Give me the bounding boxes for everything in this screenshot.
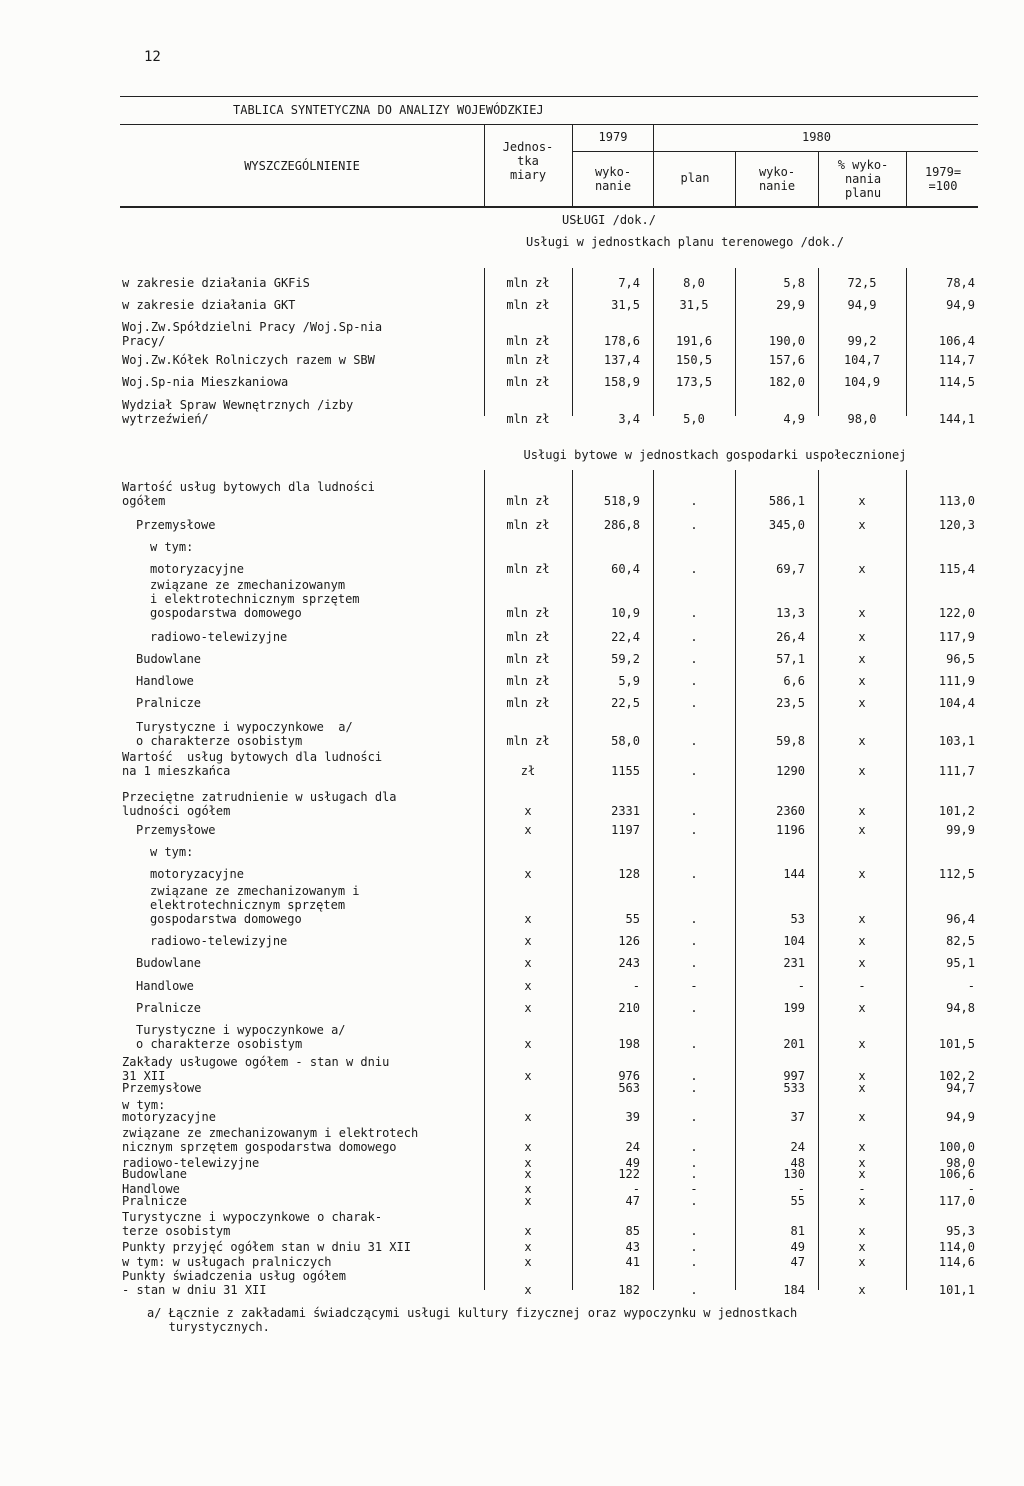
rows1-row-value-col2: 191,6: [675, 334, 713, 348]
rows2-row-label: związane ze zmechanizowanym i elektrotech nicznym sprzętem gospodarstwa domowego: [122, 1126, 419, 1154]
rows2-row-value-col5: 115,4: [938, 562, 975, 576]
hdr-sep-3: [653, 124, 654, 206]
rows2-row-unit: mln zł: [506, 630, 550, 644]
rows2-row-value-col4: x: [858, 1224, 866, 1238]
rule-top: [120, 96, 978, 97]
rule-header-bottom: [120, 206, 978, 208]
rows2-row-unit: x: [524, 867, 532, 881]
rows2-row-value-col5: 112,5: [938, 867, 975, 881]
rows2-row-value-col3: 104: [783, 934, 805, 948]
rows1-row-value-col2: 31,5: [679, 298, 709, 312]
rows2-row-label: Handlowe: [122, 1182, 180, 1196]
rows2-row-value-col3: 199: [783, 1001, 805, 1015]
rows2-row-value-col3: 231: [783, 956, 805, 970]
rows2-row-label: Budowlane: [136, 652, 202, 666]
rows2-row-unit: x: [524, 804, 532, 818]
rows2-row-value-col3: 6,6: [783, 674, 805, 688]
column-divider: [906, 470, 907, 1290]
rows2-row-label: Przemysłowe: [136, 823, 216, 837]
rows2-row-label: związane ze zmechanizowanym i elektrotechnicznym sprzętem gospodarstwa domowego: [150, 884, 360, 926]
rows2-row-value-col2: .: [690, 652, 698, 666]
rows2-row-value-col5: 117,0: [938, 1194, 975, 1208]
column-divider: [484, 268, 485, 416]
rows2-row-value-col1: 122: [618, 1167, 640, 1181]
rows2-row-value-col3: 81: [790, 1224, 805, 1238]
rows2-row-label: w tym:: [150, 845, 194, 859]
header-description: WYSZCZEGÓLNIENIE: [244, 159, 360, 173]
rows2-row-value-col3: 57,1: [776, 652, 805, 666]
rows2-row-value-col3: 48: [790, 1156, 805, 1170]
section1-subtitle: Usługi w jednostkach planu terenowego /dok./: [526, 235, 844, 249]
rows1-row-value-col5: 94,9: [946, 298, 975, 312]
rows2-row-value-col1: 24: [625, 1140, 640, 1154]
rows2-row-value-col3: -: [797, 1182, 805, 1196]
rows1-row-unit: mln zł: [506, 412, 550, 426]
rows2-row-value-col1: 49: [625, 1156, 640, 1170]
rows1-row-value-col3: 4,9: [783, 412, 805, 426]
rows2-row-value-col5: 100,0: [938, 1140, 975, 1154]
rows1-row-value-col3: 29,9: [776, 298, 805, 312]
rows2-row-value-col1: 58,0: [611, 734, 640, 748]
rows2-row-value-col2: -: [690, 1182, 698, 1196]
column-divider: [906, 268, 907, 416]
rows2-row-unit: mln zł: [506, 494, 550, 508]
rows1-row-value-col1: 3,4: [618, 412, 640, 426]
hdr-sep-4: [735, 151, 736, 206]
rows2-row-value-col5: 114,6: [938, 1255, 975, 1269]
rows2-row-unit: x: [524, 1001, 532, 1015]
rows2-row-value-col5: 114,0: [938, 1240, 975, 1254]
rows2-row-value-col1: 22,5: [611, 696, 640, 710]
hdr-sep-5: [818, 151, 819, 206]
rows2-row-value-col5: 102,2: [938, 1069, 975, 1083]
rows2-row-value-col2: .: [690, 1240, 698, 1254]
rows2-row-value-col3: 55: [790, 1194, 805, 1208]
rows1-row-value-col3: 5,8: [783, 276, 805, 290]
rows2-row-unit: x: [524, 1037, 532, 1051]
rows2-row-label: Zakłady usługowe ogółem - stan w dniu 31 XII: [122, 1055, 390, 1083]
rows2-row-unit: x: [524, 956, 532, 970]
rows2-row-value-col1: 43: [625, 1240, 640, 1254]
header-unit: Jednos- tka miary: [502, 140, 554, 182]
rows1-row-value-col1: 137,4: [603, 353, 640, 367]
hdr-sep-6: [906, 151, 907, 206]
column-divider: [653, 470, 654, 1290]
rows2-row-value-col4: x: [858, 652, 866, 666]
rows2-row-value-col5: 111,9: [938, 674, 975, 688]
rows2-row-value-col1: 60,4: [611, 562, 640, 576]
rows2-row-value-col4: x: [858, 696, 866, 710]
rows2-row-value-col4: x: [858, 1255, 866, 1269]
rows2-row-label: motoryzacyjne: [150, 867, 244, 881]
rows2-row-value-col4: x: [858, 912, 866, 926]
rows1-row-label: w zakresie działania GKT: [122, 298, 296, 312]
rows2-row-value-col3: 53: [790, 912, 805, 926]
rows2-row-value-col1: 518,9: [603, 494, 640, 508]
rows2-row-value-col1: -: [632, 1182, 640, 1196]
rows2-row-value-col5: 104,4: [938, 696, 975, 710]
rows2-row-unit: x: [524, 912, 532, 926]
rows1-row-value-col5: 144,1: [938, 412, 975, 426]
rows2-row-value-col4: x: [858, 1140, 866, 1154]
footnote: a/ Łącznie z zakładami świadczącymi usługi kultury fizycznej oraz wypoczynku w jednostkach turystycznych.: [147, 1306, 798, 1334]
rows1-row-unit: mln zł: [506, 353, 550, 367]
rows2-row-label: Pralnicze: [136, 1001, 202, 1015]
page-number: 12: [144, 49, 161, 65]
rows1-row-value-col4: 99,2: [847, 334, 877, 348]
header-year-1979: 1979: [598, 130, 628, 144]
rows1-row-value-col2: 5,0: [683, 412, 705, 426]
rows2-row-value-col4: x: [858, 823, 866, 837]
rows2-row-value-col3: 345,0: [768, 518, 805, 532]
rows2-row-value-col5: 106,6: [938, 1167, 975, 1181]
rows1-row-unit: mln zł: [506, 298, 550, 312]
column-divider: [572, 268, 573, 416]
rows1-row-value-col4: 98,0: [847, 412, 877, 426]
rows1-row-unit: mln zł: [506, 375, 550, 389]
column-divider: [653, 268, 654, 416]
rule-years: [572, 151, 978, 152]
rows2-row-unit: x: [524, 1156, 532, 1170]
rows2-row-value-col3: 997: [783, 1069, 805, 1083]
rows2-row-unit: mln zł: [506, 734, 550, 748]
rows2-row-value-col3: 586,1: [768, 494, 805, 508]
rows2-row-value-col5: 117,9: [938, 630, 975, 644]
header-year-1980: 1980: [802, 130, 831, 144]
rows2-row-value-col5: 99,9: [946, 823, 975, 837]
rows1-row-label: w zakresie działania GKFiS: [122, 276, 310, 290]
rows2-row-value-col2: .: [690, 764, 698, 778]
rows2-row-value-col3: 184: [783, 1283, 805, 1297]
rows2-row-value-col2: .: [690, 494, 698, 508]
rows2-row-label: Pralnicze: [136, 696, 202, 710]
rows1-row-value-col2: 173,5: [675, 375, 713, 389]
rows2-row-unit: x: [524, 979, 532, 993]
rows2-row-value-col1: 41: [625, 1255, 640, 1269]
rows2-row-value-col3: 1196: [776, 823, 805, 837]
rows2-row-value-col2: .: [690, 518, 698, 532]
rows2-row-label: Punkty przyjęć ogółem stan w dniu 31 XII: [122, 1240, 411, 1254]
rows2-row-value-col1: 128: [618, 867, 640, 881]
rows2-row-value-col4: x: [858, 1110, 866, 1124]
rows2-row-value-col4: x: [858, 734, 866, 748]
rows1-row-value-col3: 190,0: [768, 334, 805, 348]
rows2-row-unit: x: [524, 934, 532, 948]
rows2-row-unit: x: [524, 1069, 532, 1083]
rows2-row-unit: zł: [520, 764, 536, 778]
rows2-row-value-col3: -: [797, 979, 805, 993]
rows2-row-value-col5: 95,1: [946, 956, 975, 970]
rows2-row-unit: x: [524, 1240, 532, 1254]
rows1-row-value-col1: 178,6: [603, 334, 640, 348]
section1-title: USŁUGI /dok./: [562, 213, 656, 227]
rows2-row-value-col5: 95,3: [946, 1224, 975, 1238]
rows2-row-label: Wartość usług bytowych dla ludności ogółem: [122, 480, 375, 508]
rows2-row-value-col2: .: [690, 1194, 698, 1208]
rows2-row-label: motoryzacyjne: [150, 562, 244, 576]
rows2-row-value-col2: .: [690, 867, 698, 881]
rows2-row-value-col4: x: [858, 1037, 866, 1051]
rows1-row-value-col4: 104,7: [843, 353, 881, 367]
rows2-row-label: Handlowe: [136, 674, 194, 688]
rows2-row-value-col1: 976: [618, 1069, 640, 1083]
rows2-row-value-col5: 96,4: [946, 912, 975, 926]
rows2-row-unit: x: [524, 1255, 532, 1269]
rows2-row-value-col2: .: [690, 1140, 698, 1154]
rows2-row-label: Pralnicze: [122, 1194, 188, 1208]
rows2-row-value-col5: 94,8: [946, 1001, 975, 1015]
rows2-row-value-col1: 39: [625, 1110, 640, 1124]
rows1-row-value-col3: 157,6: [768, 353, 805, 367]
rows2-row-value-col1: 22,4: [611, 630, 640, 644]
rows2-row-value-col5: 101,2: [938, 804, 975, 818]
rows2-row-value-col2: .: [690, 1081, 698, 1095]
rows2-row-value-col1: 286,8: [603, 518, 640, 532]
rows2-row-unit: x: [524, 1283, 532, 1297]
rows2-row-value-col1: 59,2: [611, 652, 640, 666]
header-col-exec-1979: wyko- nanie: [594, 165, 632, 193]
column-divider: [818, 268, 819, 416]
rows2-row-unit: mln zł: [506, 652, 550, 666]
rows2-row-value-col2: .: [690, 1001, 698, 1015]
rows2-row-value-col2: .: [690, 1283, 698, 1297]
rows2-row-value-col4: x: [858, 956, 866, 970]
rows2-row-value-col5: 122,0: [938, 606, 975, 620]
rows2-row-value-col3: 47: [790, 1255, 805, 1269]
rows2-row-value-col5: -: [967, 1182, 975, 1196]
rows2-row-label: w tym: w usługach pralniczych: [122, 1255, 332, 1269]
rows2-row-unit: x: [524, 1194, 532, 1208]
rows2-row-unit: mln zł: [506, 562, 550, 576]
rows2-row-value-col3: 1290: [776, 764, 805, 778]
rows2-row-value-col2: .: [690, 562, 698, 576]
rows2-row-value-col2: .: [690, 674, 698, 688]
rows2-row-label: w tym:: [122, 1098, 166, 1112]
rows2-row-value-col5: 96,5: [946, 652, 975, 666]
rows2-row-label: Budowlane: [122, 1167, 188, 1181]
rows1-row-value-col4: 94,9: [847, 298, 877, 312]
rows2-row-value-col3: 26,4: [776, 630, 805, 644]
rows2-row-value-col2: .: [690, 630, 698, 644]
rows2-row-label: Handlowe: [136, 979, 194, 993]
rows2-row-unit: x: [524, 1224, 532, 1238]
rows2-row-value-col5: 101,5: [938, 1037, 975, 1051]
rows2-row-label: Przemysłowe: [122, 1081, 202, 1095]
rows2-row-value-col4: x: [858, 804, 866, 818]
rows1-row-label: Woj.Sp-nia Mieszkaniowa: [122, 375, 289, 389]
hdr-sep-2: [572, 124, 573, 206]
rows2-row-label: Turystyczne i wypoczynkowe o charak- terze osobistym: [122, 1210, 383, 1238]
rows2-row-value-col1: 210: [618, 1001, 640, 1015]
rows2-row-value-col4: x: [858, 630, 866, 644]
rows2-row-value-col1: 182: [618, 1283, 640, 1297]
rows2-row-value-col1: 2331: [611, 804, 640, 818]
rows2-row-unit: x: [524, 1167, 532, 1181]
rows2-row-value-col5: 113,0: [938, 494, 975, 508]
rows2-row-unit: mln zł: [506, 606, 550, 620]
rows2-row-value-col4: x: [858, 1081, 866, 1095]
section2-subtitle: Usługi bytowe w jednostkach gospodarki uspołecznionej: [523, 448, 907, 462]
rows1-row-value-col4: 104,9: [843, 375, 881, 389]
rows2-row-value-col1: 1197: [611, 823, 640, 837]
rows2-row-unit: x: [524, 1182, 532, 1196]
rows2-row-unit: mln zł: [506, 518, 550, 532]
rows2-row-value-col3: 49: [790, 1240, 805, 1254]
rows2-row-value-col2: .: [690, 1069, 698, 1083]
rows2-row-value-col4: x: [858, 1156, 866, 1170]
rows2-row-value-col5: 98,0: [946, 1156, 975, 1170]
rows1-row-value-col2: 8,0: [683, 276, 705, 290]
rows2-row-label: Turystyczne i wypoczynkowe a/ o charakterze osobistym: [136, 1023, 346, 1051]
rows2-row-value-col1: -: [632, 979, 640, 993]
column-divider: [818, 470, 819, 1290]
rows2-row-unit: mln zł: [506, 674, 550, 688]
rows2-row-value-col5: 94,9: [946, 1110, 975, 1124]
rows2-row-value-col4: x: [858, 1167, 866, 1181]
rows2-row-label: Punkty świadczenia usług ogółem - stan w dniu 31 XII: [122, 1269, 346, 1297]
rows2-row-value-col2: .: [690, 696, 698, 710]
header-col-exec-1980: wyko- nanie: [758, 165, 796, 193]
rows2-row-value-col3: 69,7: [776, 562, 805, 576]
rows2-row-value-col2: .: [690, 606, 698, 620]
rows1-row-value-col3: 182,0: [768, 375, 805, 389]
rows2-row-value-col1: 243: [618, 956, 640, 970]
rows1-row-unit: mln zł: [506, 276, 550, 290]
rows2-row-label: motoryzacyjne: [122, 1110, 216, 1124]
rows2-row-value-col1: 126: [618, 934, 640, 948]
rows2-row-label: w tym:: [150, 540, 194, 554]
rows2-row-value-col2: .: [690, 1224, 698, 1238]
rows2-row-value-col2: .: [690, 956, 698, 970]
rows2-row-value-col5: 111,7: [938, 764, 975, 778]
rows2-row-unit: x: [524, 823, 532, 837]
rows2-row-unit: x: [524, 1140, 532, 1154]
column-divider: [484, 470, 485, 1290]
header-col-pct-plan: % wyko- nania planu: [837, 158, 889, 200]
rows2-row-value-col4: x: [858, 674, 866, 688]
rows2-row-value-col4: x: [858, 518, 866, 532]
rows2-row-value-col5: 82,5: [946, 934, 975, 948]
rows1-row-value-col4: 72,5: [847, 276, 877, 290]
rows2-row-value-col4: x: [858, 494, 866, 508]
rows2-row-value-col5: 94,7: [946, 1081, 975, 1095]
rows2-row-value-col4: x: [858, 934, 866, 948]
rows2-row-value-col1: 47: [625, 1194, 640, 1208]
rows2-row-value-col1: 198: [618, 1037, 640, 1051]
rows2-row-value-col2: .: [690, 1110, 698, 1124]
rows2-row-label: Wartość usług bytowych dla ludności na 1 mieszkańca: [122, 750, 383, 778]
rows1-row-label: Woj.Zw.Spółdzielni Pracy /Woj.Sp-nia Pracy/: [122, 320, 383, 348]
rows2-row-value-col4: x: [858, 1194, 866, 1208]
rows2-row-value-col2: -: [690, 979, 698, 993]
rows2-row-value-col1: 563: [618, 1081, 640, 1095]
rows1-row-value-col5: 114,7: [938, 353, 975, 367]
rows2-row-value-col3: 59,8: [776, 734, 805, 748]
rows1-row-value-col2: 150,5: [675, 353, 713, 367]
rows1-row-unit: mln zł: [506, 334, 550, 348]
rows2-row-value-col3: 13,3: [776, 606, 805, 620]
rows2-row-value-col2: .: [690, 934, 698, 948]
rows1-row-value-col1: 31,5: [611, 298, 640, 312]
rows2-row-value-col4: -: [858, 1182, 866, 1196]
rows2-row-value-col4: -: [858, 979, 866, 993]
rows2-row-value-col2: .: [690, 912, 698, 926]
rows2-row-value-col4: x: [858, 867, 866, 881]
header-col-plan: plan: [680, 171, 710, 185]
rows1-row-label: Wydział Spraw Wewnętrznych /izby wytrzeźwień/: [122, 398, 354, 426]
rows2-row-value-col5: 103,1: [938, 734, 975, 748]
rows2-row-label: radiowo-telewizyjne: [122, 1156, 260, 1170]
rows2-row-value-col5: 101,1: [938, 1283, 975, 1297]
table-title: TABLICA SYNTETYCZNA DO ANALIZY WOJEWÓDZKIEJ: [233, 103, 544, 117]
rows2-row-value-col3: 201: [783, 1037, 805, 1051]
rows2-row-value-col4: x: [858, 1069, 866, 1083]
rows2-row-value-col3: 24: [790, 1140, 805, 1154]
rows1-row-value-col5: 106,4: [938, 334, 975, 348]
rows1-row-value-col5: 78,4: [946, 276, 975, 290]
column-divider: [572, 470, 573, 1290]
rows2-row-value-col4: x: [858, 1240, 866, 1254]
rows1-row-value-col1: 7,4: [618, 276, 640, 290]
rows2-row-value-col2: .: [690, 804, 698, 818]
rows2-row-label: Przeciętne zatrudnienie w usługach dla ludności ogółem: [122, 790, 397, 818]
rows2-row-label: radiowo-telewizyjne: [150, 630, 288, 644]
rows2-row-label: Turystyczne i wypoczynkowe a/ o charakterze osobistym: [136, 720, 353, 748]
rows2-row-value-col3: 2360: [776, 804, 805, 818]
rows2-row-label: związane ze zmechanizowanym i elektrotechnicznym sprzętem gospodarstwa domowego: [150, 578, 360, 620]
column-divider: [735, 268, 736, 416]
rows2-row-value-col5: -: [967, 979, 975, 993]
rows2-row-value-col4: x: [858, 1001, 866, 1015]
rows2-row-value-col2: .: [690, 1037, 698, 1051]
rule-header-top: [120, 124, 978, 125]
rows2-row-value-col2: .: [690, 823, 698, 837]
rows2-row-value-col1: 10,9: [611, 606, 640, 620]
rows2-row-unit: mln zł: [506, 696, 550, 710]
rows2-row-value-col3: 130: [783, 1167, 805, 1181]
rows2-row-value-col2: .: [690, 1167, 698, 1181]
rows2-row-value-col4: x: [858, 562, 866, 576]
rows2-row-value-col4: x: [858, 1283, 866, 1297]
rows1-row-label: Woj.Zw.Kółek Rolniczych razem w SBW: [122, 353, 375, 367]
rows2-row-value-col1: 55: [625, 912, 640, 926]
hdr-sep-1: [484, 124, 485, 206]
rows2-row-value-col5: 120,3: [938, 518, 975, 532]
column-divider: [735, 470, 736, 1290]
rows2-row-value-col2: .: [690, 1255, 698, 1269]
rows2-row-value-col3: 37: [790, 1110, 805, 1124]
rows2-row-label: Budowlane: [136, 956, 202, 970]
rows2-row-label: radiowo-telewizyjne: [150, 934, 288, 948]
rows2-row-value-col3: 533: [783, 1081, 805, 1095]
rows2-row-value-col2: .: [690, 734, 698, 748]
rows2-row-label: Przemysłowe: [136, 518, 216, 532]
rows1-row-value-col5: 114,5: [938, 375, 975, 389]
rows2-row-value-col3: 23,5: [776, 696, 805, 710]
rows2-row-value-col1: 5,9: [618, 674, 640, 688]
rows2-row-value-col1: 85: [625, 1224, 640, 1238]
header-col-index: 1979= =100: [924, 165, 962, 193]
rows2-row-value-col4: x: [858, 764, 866, 778]
rows2-row-value-col4: x: [858, 606, 866, 620]
rows2-row-value-col1: 1155: [611, 764, 640, 778]
rows2-row-value-col3: 144: [783, 867, 805, 881]
rows2-row-value-col2: .: [690, 1156, 698, 1170]
rows2-row-unit: x: [524, 1110, 532, 1124]
rows1-row-value-col1: 158,9: [603, 375, 640, 389]
